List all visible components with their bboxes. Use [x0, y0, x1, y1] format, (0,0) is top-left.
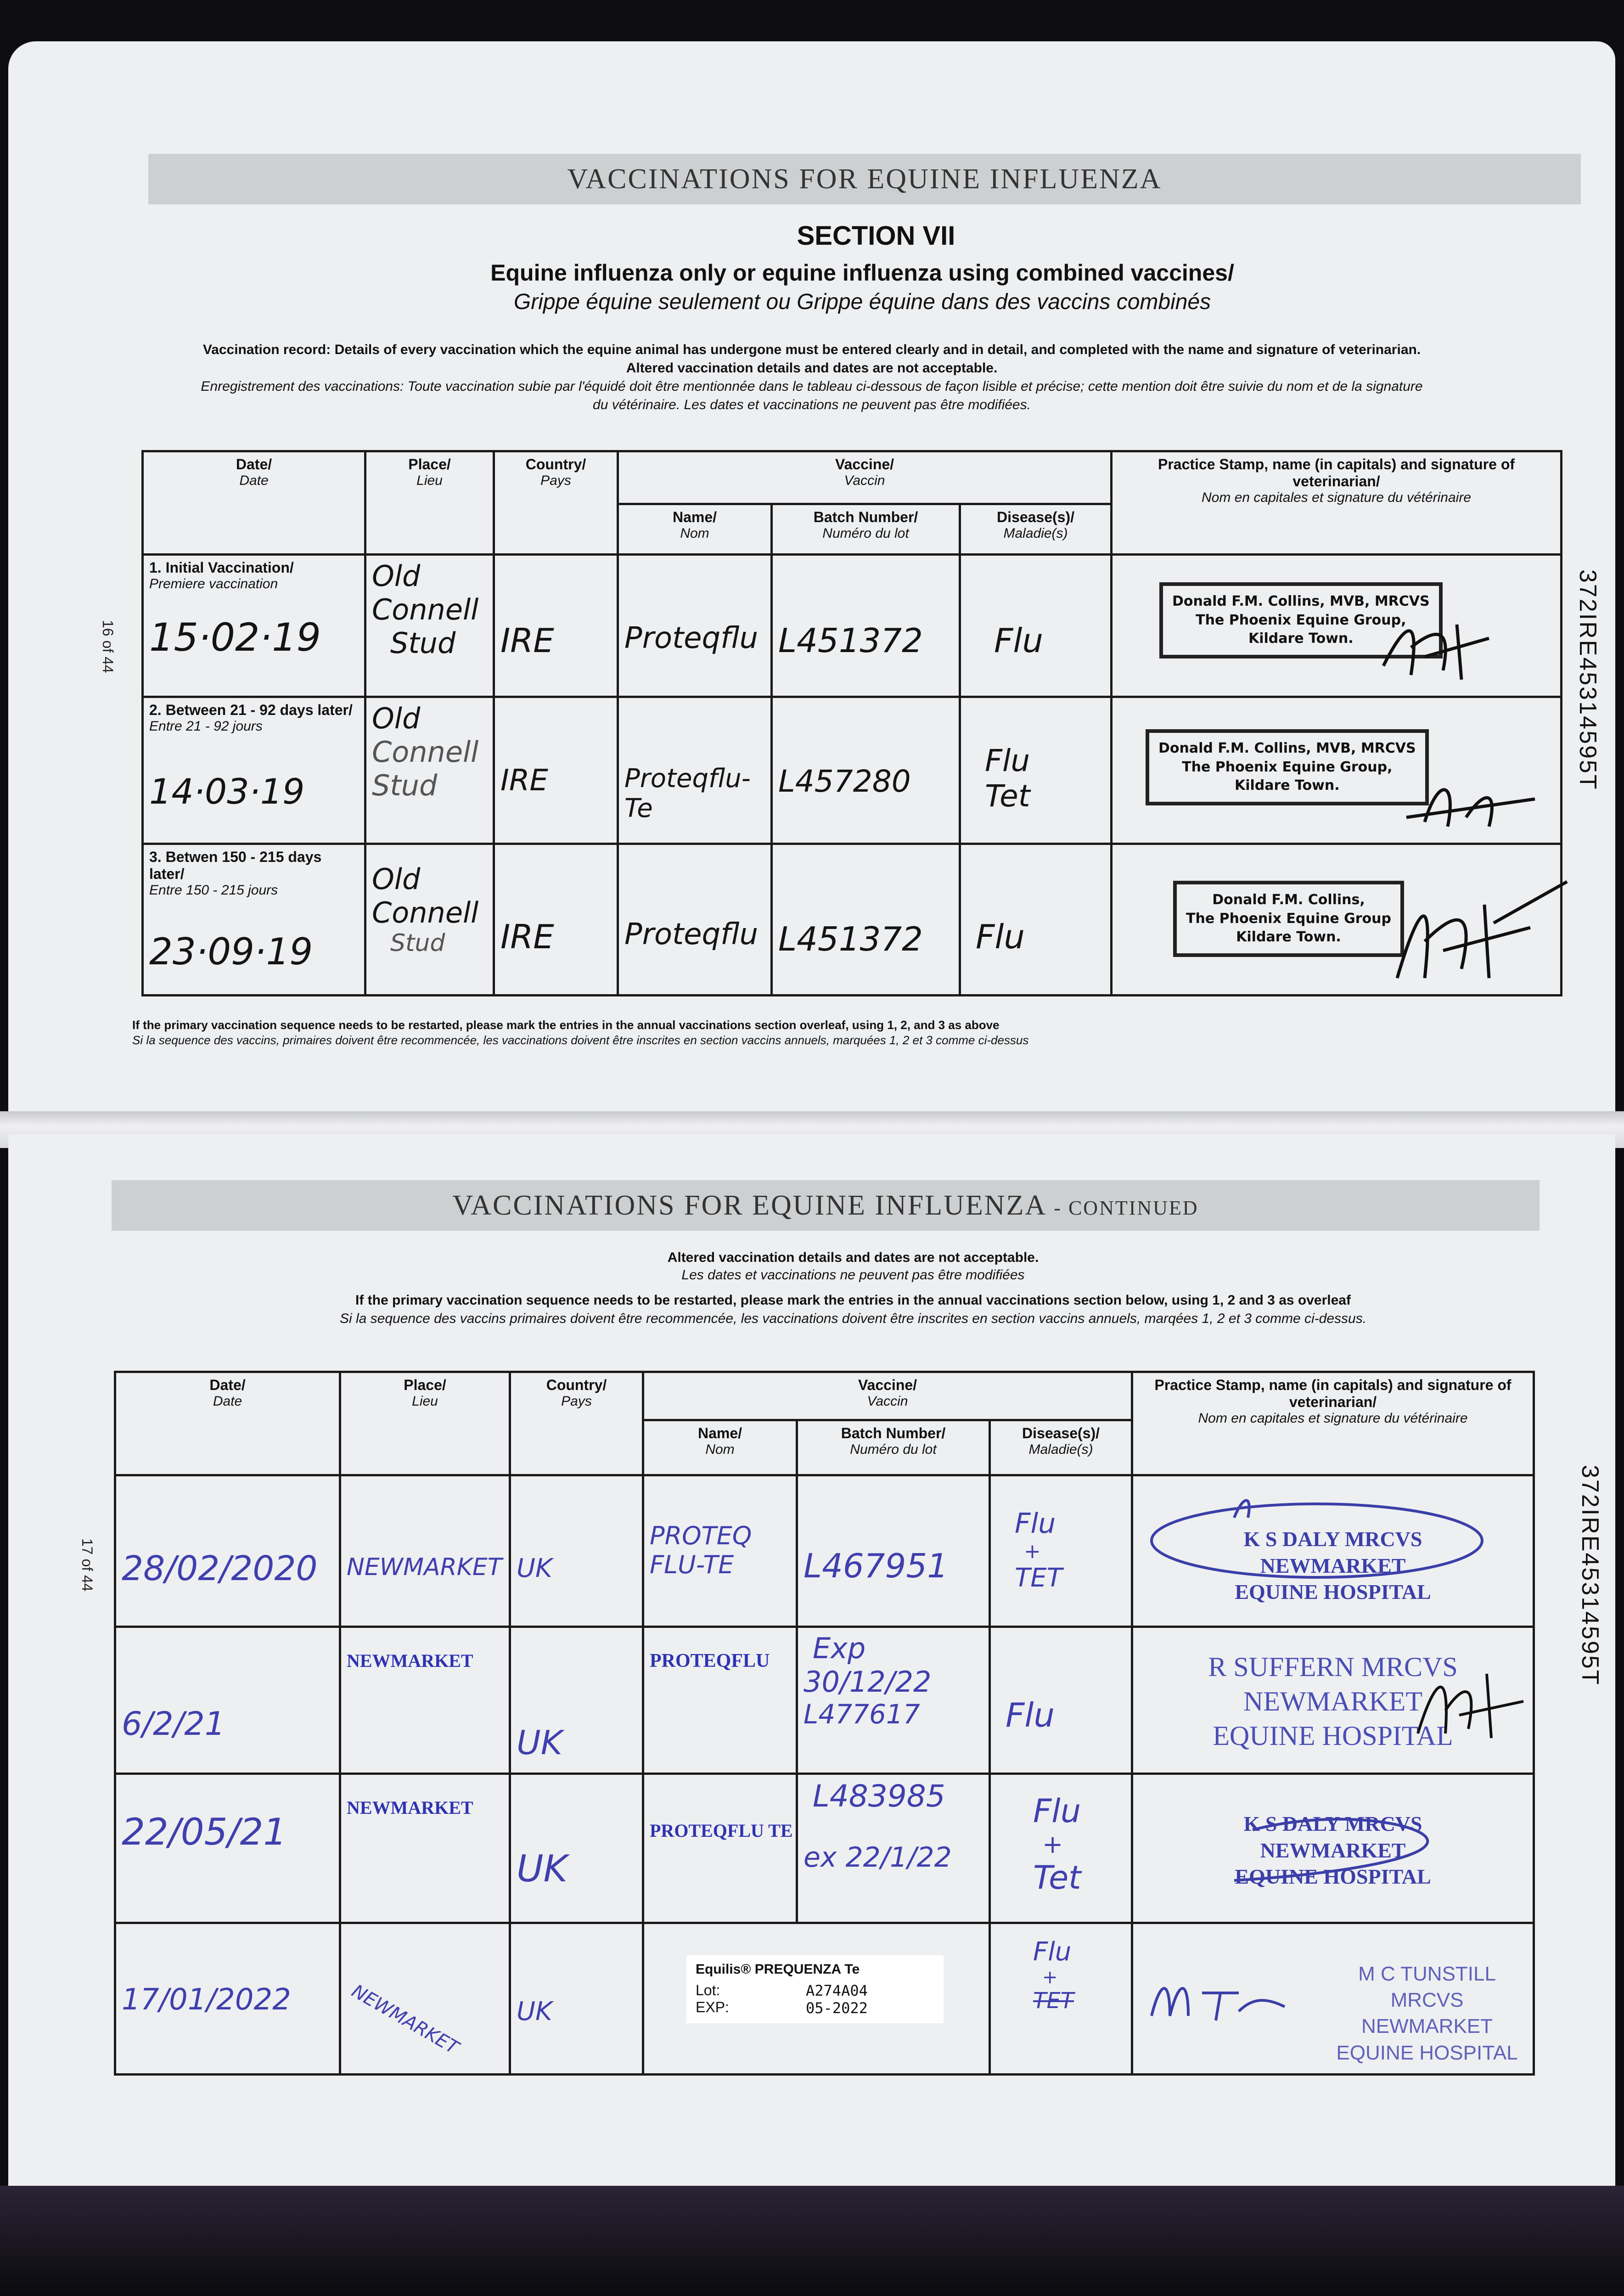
header-practice-stamp: Practice Stamp, name (in capitals) and signature of veterinarian/ Nom en capitales et signature du vétérinaire [1132, 1372, 1534, 1475]
table-row [115, 1923, 1534, 2075]
vaccine-name-cell: PROTEQFLU [643, 1627, 797, 1774]
disease-cell: Flu + TET [990, 1923, 1132, 2075]
disease-cell: Flu + Tet [990, 1774, 1132, 1923]
record-note-fr: Enregistrement des vaccinations: Toute vaccination subie par l'équidé doit être mentionnée dans le tableau ci-dessous de façon lisible et précise; cette mention doit être suivie du nom et de la signature [201, 379, 1423, 394]
restart-note-fr: Si la sequence des vaccins, primaires doivent être recommencée, les vaccinations doivent être inscrites en section vaccins annuels, marquées 1, 2 et 3 comme ci-dessus [132, 1033, 1029, 1047]
annual-vaccination-table [114, 1371, 1535, 2076]
country-cell: UK [510, 1923, 643, 2075]
table-row [143, 697, 1562, 844]
signature [1397, 771, 1544, 836]
place-cell: Old Connell Stud [365, 697, 494, 844]
restart-note-fr: Si la sequence des vaccins primaires doivent être recommencée, les vaccinations doivent être inscrites en section vaccins annuels, marqées 1, 2 et 3 comme ci-dessus. [339, 1311, 1367, 1326]
date-cell: 3. Betwen 150 - 215 days later/ Entre 150 - 215 jours 23·09·19 [143, 844, 365, 996]
date-value: 14·03·19 [149, 771, 305, 812]
passport-id-vertical: 372IRE45314595T [1577, 1465, 1603, 1686]
header-country: Country/ Pays [494, 451, 618, 555]
date-cell: 2. Between 21 - 92 days later/ Entre 21 - 92 jours 14·03·19 [143, 697, 365, 844]
header-name: Name/ Nom [618, 504, 772, 555]
date-cell [115, 1774, 340, 1923]
practice-stamp-cell [1112, 555, 1562, 697]
vet-stamp: Donald F.M. Collins, MVB, MRCVS The Phoenix Equine Group, Kildare Town. [1159, 582, 1443, 658]
vaccine-name-cell: Proteqflu [618, 844, 772, 996]
country-cell: UK [510, 1627, 643, 1774]
page-number: 17 of 44 [79, 1538, 96, 1592]
record-note-fr-2: du vétérinaire. Les dates et vaccinations ne peuvent pas être modifiées. [593, 397, 1031, 412]
practice-stamp-cell [1132, 1475, 1534, 1627]
signature [1379, 872, 1572, 992]
disease-cell: Flu [960, 844, 1112, 996]
header-batch: Batch Number/ Numéro du lot [772, 504, 960, 555]
date-value: 6/2/21 [122, 1705, 225, 1743]
vaccine-name-cell: Proteqflu [618, 555, 772, 697]
batch-cell: L451372 [772, 844, 960, 996]
date-cell [115, 1475, 340, 1627]
date-value: 15·02·19 [149, 615, 321, 660]
vet-stamp: Donald F.M. Collins, The Phoenix Equine Group Kildare Town. [1173, 881, 1404, 957]
practice-stamp-cell [1112, 697, 1562, 844]
signature [1147, 1970, 1298, 2030]
vaccine-name-cell: PROTEQ FLU-TE [643, 1475, 797, 1627]
header-name: Name/ Nom [643, 1420, 797, 1475]
header-vaccine: Vaccine/ Vaccin [618, 451, 1112, 504]
header-disease: Disease(s)/ Maladie(s) [990, 1420, 1132, 1475]
primary-vaccination-table [141, 450, 1562, 996]
section-title: SECTION VII [797, 221, 955, 251]
date-cell: 1. Initial Vaccination/ Premiere vaccination 15·02·19 [143, 555, 365, 697]
header-disease: Disease(s)/ Maladie(s) [960, 504, 1112, 555]
country-cell: UK [510, 1774, 643, 1923]
record-note-en-2: Altered vaccination details and dates are not acceptable. [626, 360, 998, 376]
batch-cell: L467951 [797, 1475, 990, 1627]
passport-page-17 [8, 1134, 1615, 2190]
vet-stamp: Donald F.M. Collins, MVB, MRCVS The Phoenix Equine Group, Kildare Town. [1146, 729, 1429, 805]
passport-page-16 [8, 41, 1615, 1120]
place-cell: NEWMARKET [340, 1923, 510, 2075]
header-country: Country/ Pays [510, 1372, 643, 1475]
place-cell: NEWMARKET [340, 1627, 510, 1774]
date-value: 22/05/21 [122, 1811, 287, 1853]
place-cell: NEWMARKET [340, 1774, 510, 1923]
background-surface [0, 2186, 1624, 2296]
disease-cell: Flu [990, 1627, 1132, 1774]
country-cell: IRE [494, 844, 618, 996]
table-row [115, 1475, 1534, 1627]
section-banner [148, 154, 1581, 204]
signature [1179, 1798, 1455, 1899]
record-note-en: Vaccination record: Details of every vaccination which the equine animal has undergone must be entered clearly and in detail, and completed with the name and signature of veterinarian. [202, 342, 1421, 357]
restart-note-en: If the primary vaccination sequence needs to be restarted, please mark the entries in the annual vaccinations section below, using 1, 2 and 3 as overleaf [355, 1293, 1351, 1308]
batch-cell: L457280 [772, 697, 960, 844]
header-date: Date/ Date [143, 451, 365, 555]
batch-cell: L483985 ex 22/1/22 [797, 1774, 990, 1923]
table-row [115, 1627, 1534, 1774]
table-row [115, 1774, 1534, 1923]
vaccine-sticker: Equilis® PREQUENZA Te Lot: EXP: A274A04 05-2022 [686, 1955, 944, 2023]
section-banner [112, 1180, 1540, 1231]
vet-stamp: M C TUNSTILL MRCVS NEWMARKET EQUINE HOSPITAL [1336, 1963, 1518, 2064]
place-cell: Old Connell Stud [365, 844, 494, 996]
header-place: Place/ Lieu [340, 1372, 510, 1475]
vaccine-name-cell: PROTEQFLU TE [643, 1774, 797, 1923]
page-number: 16 of 44 [100, 620, 116, 673]
vaccine-name-cell: Proteqflu-Te [618, 697, 772, 844]
header-date: Date/ Date [115, 1372, 340, 1475]
country-cell: UK [510, 1475, 643, 1627]
restart-note-en: If the primary vaccination sequence needs to be restarted, please mark the entries in the annual vaccinations section overleaf, using 1, 2, and 3 as above [132, 1018, 1000, 1032]
signature [1142, 1490, 1528, 1591]
date-value: 28/02/2020 [122, 1549, 318, 1588]
practice-stamp-cell [1132, 1627, 1534, 1774]
disease-cell: Flu + TET [990, 1475, 1132, 1627]
header-vaccine: Vaccine/ Vaccin [643, 1372, 1132, 1420]
batch-cell: L451372 [772, 555, 960, 697]
date-cell [115, 1923, 340, 2075]
date-value: 17/01/2022 [122, 1983, 291, 2017]
subtitle-en: Equine influenza only or equine influenza using combined vaccines/ [490, 260, 1234, 286]
header-place: Place/ Lieu [365, 451, 494, 555]
vet-stamp: R SUFFERN MRCVS NEWMARKET EQUINE HOSPITAL [1208, 1652, 1458, 1751]
country-cell: IRE [494, 555, 618, 697]
country-cell: IRE [494, 697, 618, 844]
table-row [143, 844, 1562, 996]
disease-cell: Flu Tet [960, 697, 1112, 844]
header-practice-stamp: Practice Stamp, name (in capitals) and signature of veterinarian/ Nom en capitales et signature du vétérinaire [1112, 451, 1562, 555]
banner-title: VACCINATIONS FOR EQUINE INFLUENZA - CONTINUED [452, 1189, 1199, 1221]
practice-stamp-cell [1132, 1923, 1534, 2075]
altered-note-en: Altered vaccination details and dates are not acceptable. [667, 1250, 1039, 1265]
subtitle-fr: Grippe équine seulement ou Grippe équine dans des vaccins combinés [513, 290, 1211, 314]
disease-cell: Flu [960, 555, 1112, 697]
passport-id-vertical: 372IRE45314595T [1574, 569, 1601, 791]
date-cell [115, 1627, 340, 1774]
place-cell: NEWMARKET [340, 1475, 510, 1627]
table-row [143, 555, 1562, 697]
vet-stamp: K S DALY MRCVS NEWMARKET EQUINE HOSPITAL [1235, 1812, 1431, 1888]
practice-stamp-cell [1112, 844, 1562, 996]
header-batch: Batch Number/ Numéro du lot [797, 1420, 990, 1475]
date-value: 23·09·19 [149, 930, 313, 973]
signature [1370, 611, 1498, 684]
place-cell: Old Connell Stud [365, 555, 494, 697]
banner-title: VACCINATIONS FOR EQUINE INFLUENZA [567, 163, 1162, 195]
vet-stamp: K S DALY MRCVS NEWMARKET EQUINE HOSPITAL [1235, 1527, 1431, 1604]
practice-stamp-cell [1132, 1774, 1534, 1923]
signature [1409, 1655, 1528, 1747]
altered-note-fr: Les dates et vaccinations ne peuvent pas être modifiées [681, 1267, 1025, 1283]
vaccine-label-cell [643, 1923, 990, 2075]
batch-cell: Exp 30/12/22 L477617 [797, 1627, 990, 1774]
